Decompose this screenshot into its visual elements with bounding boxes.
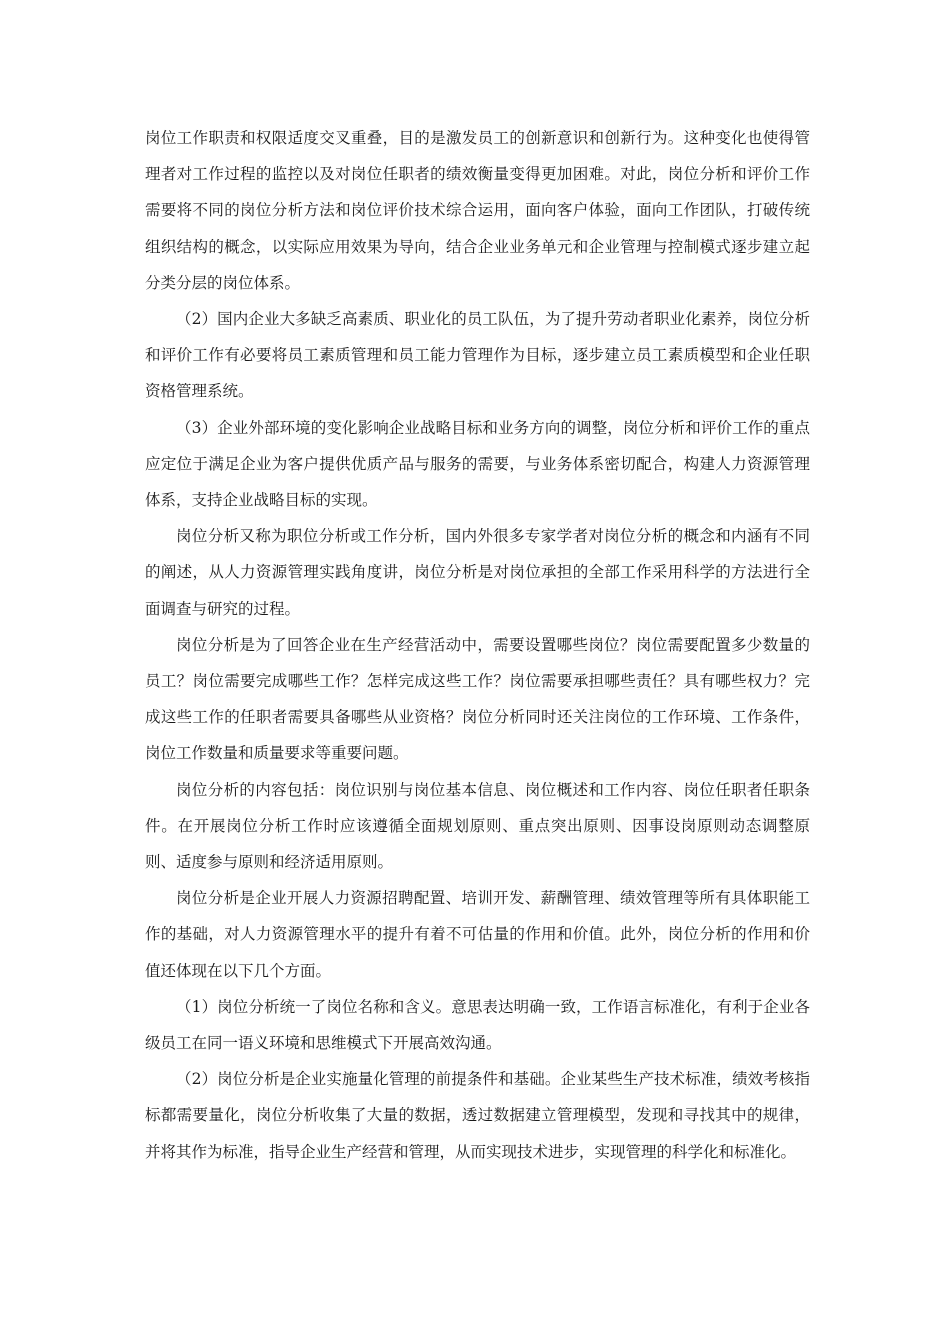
paragraph-value-point-2: （2）岗位分析是企业实施量化管理的前提条件和基础。企业某些生产技术标准，绩效考核指标都需要量化，岗位分析收集了大量的数据，透过数据建立管理模型，发现和寻找其中的规律，并将其作为标准，指导企业生产经营和管理，从而实现技术进步，实现管理的科学化和标准化。 — [145, 1070, 810, 1161]
document-body — [145, 120, 810, 1170]
paragraph-point-3: （3）企业外部环境的变化影响企业战略目标和业务方向的调整，岗位分析和评价工作的重点应定位于满足企业为客户提供优质产品与服务的需要，与业务体系密切配合，构建人力资源管理体系，支持企业战略目标的实现。 — [145, 418, 810, 510]
paragraph-point-2: （2）国内企业大多缺乏高素质、职业化的员工队伍，为了提升劳动者职业化素养，岗位分析和评价工作有必要将员工素质管理和员工能力管理作为目标，逐步建立员工素质模型和企业任职资格管理系统。 — [145, 310, 810, 401]
paragraph-value-point-1: （1）岗位分析统一了岗位名称和含义。意思表达明确一致，工作语言标准化，有利于企业各级员工在同一语义环境和思维模式下开展高效沟通。 — [145, 997, 810, 1053]
paragraph-value: 岗位分析是企业开展人力资源招聘配置、培训开发、薪酬管理、绩效管理等所有具体职能工作的基础，对人力资源管理水平的提升有着不可估量的作用和价值。此外，岗位分析的作用和价值还体现在以下几个方面。 — [145, 889, 810, 980]
paragraph-definition: 岗位分析又称为职位分析或工作分析，国内外很多专家学者对岗位分析的概念和内涵有不同的阐述，从人力资源管理实践角度讲，岗位分析是对岗位承担的全部工作采用科学的方法进行全面调查与研究的过程。 — [145, 527, 810, 618]
paragraph-content: 岗位分析的内容包括：岗位识别与岗位基本信息、岗位概述和工作内容、岗位任职者任职条件。在开展岗位分析工作时应该遵循全面规划原则、重点突出原则、因事设岗原则动态调整原则、适度参与原则和经济适用原则。 — [145, 780, 810, 872]
paragraph-intro-continuation: 岗位工作职责和权限适度交叉重叠，目的是激发员工的创新意识和创新行为。这种变化也使得管理者对工作过程的监控以及对岗位任职者的绩效衡量变得更加困难。对此，岗位分析和评价工作需要将不同的岗位分析方法和岗位评价技术综合运用，面向客户体验，面向工作团队，打破传统组织结构的概念，以实际应用效果为导向，结合企业业务单元和企业管理与控制模式逐步建立起分类分层的岗位体系。 — [145, 129, 810, 292]
paragraph-purpose: 岗位分析是为了回答企业在生产经营活动中，需要设置哪些岗位？岗位需要配置多少数量的员工？岗位需要完成哪些工作？怎样完成这些工作？岗位需要承担哪些责任？具有哪些权力？完成这些工作的任职者需要具备哪些从业资格？岗位分析同时还关注岗位的工作环境、工作条件，岗位工作数量和质量要求等重要问题。 — [145, 635, 810, 763]
